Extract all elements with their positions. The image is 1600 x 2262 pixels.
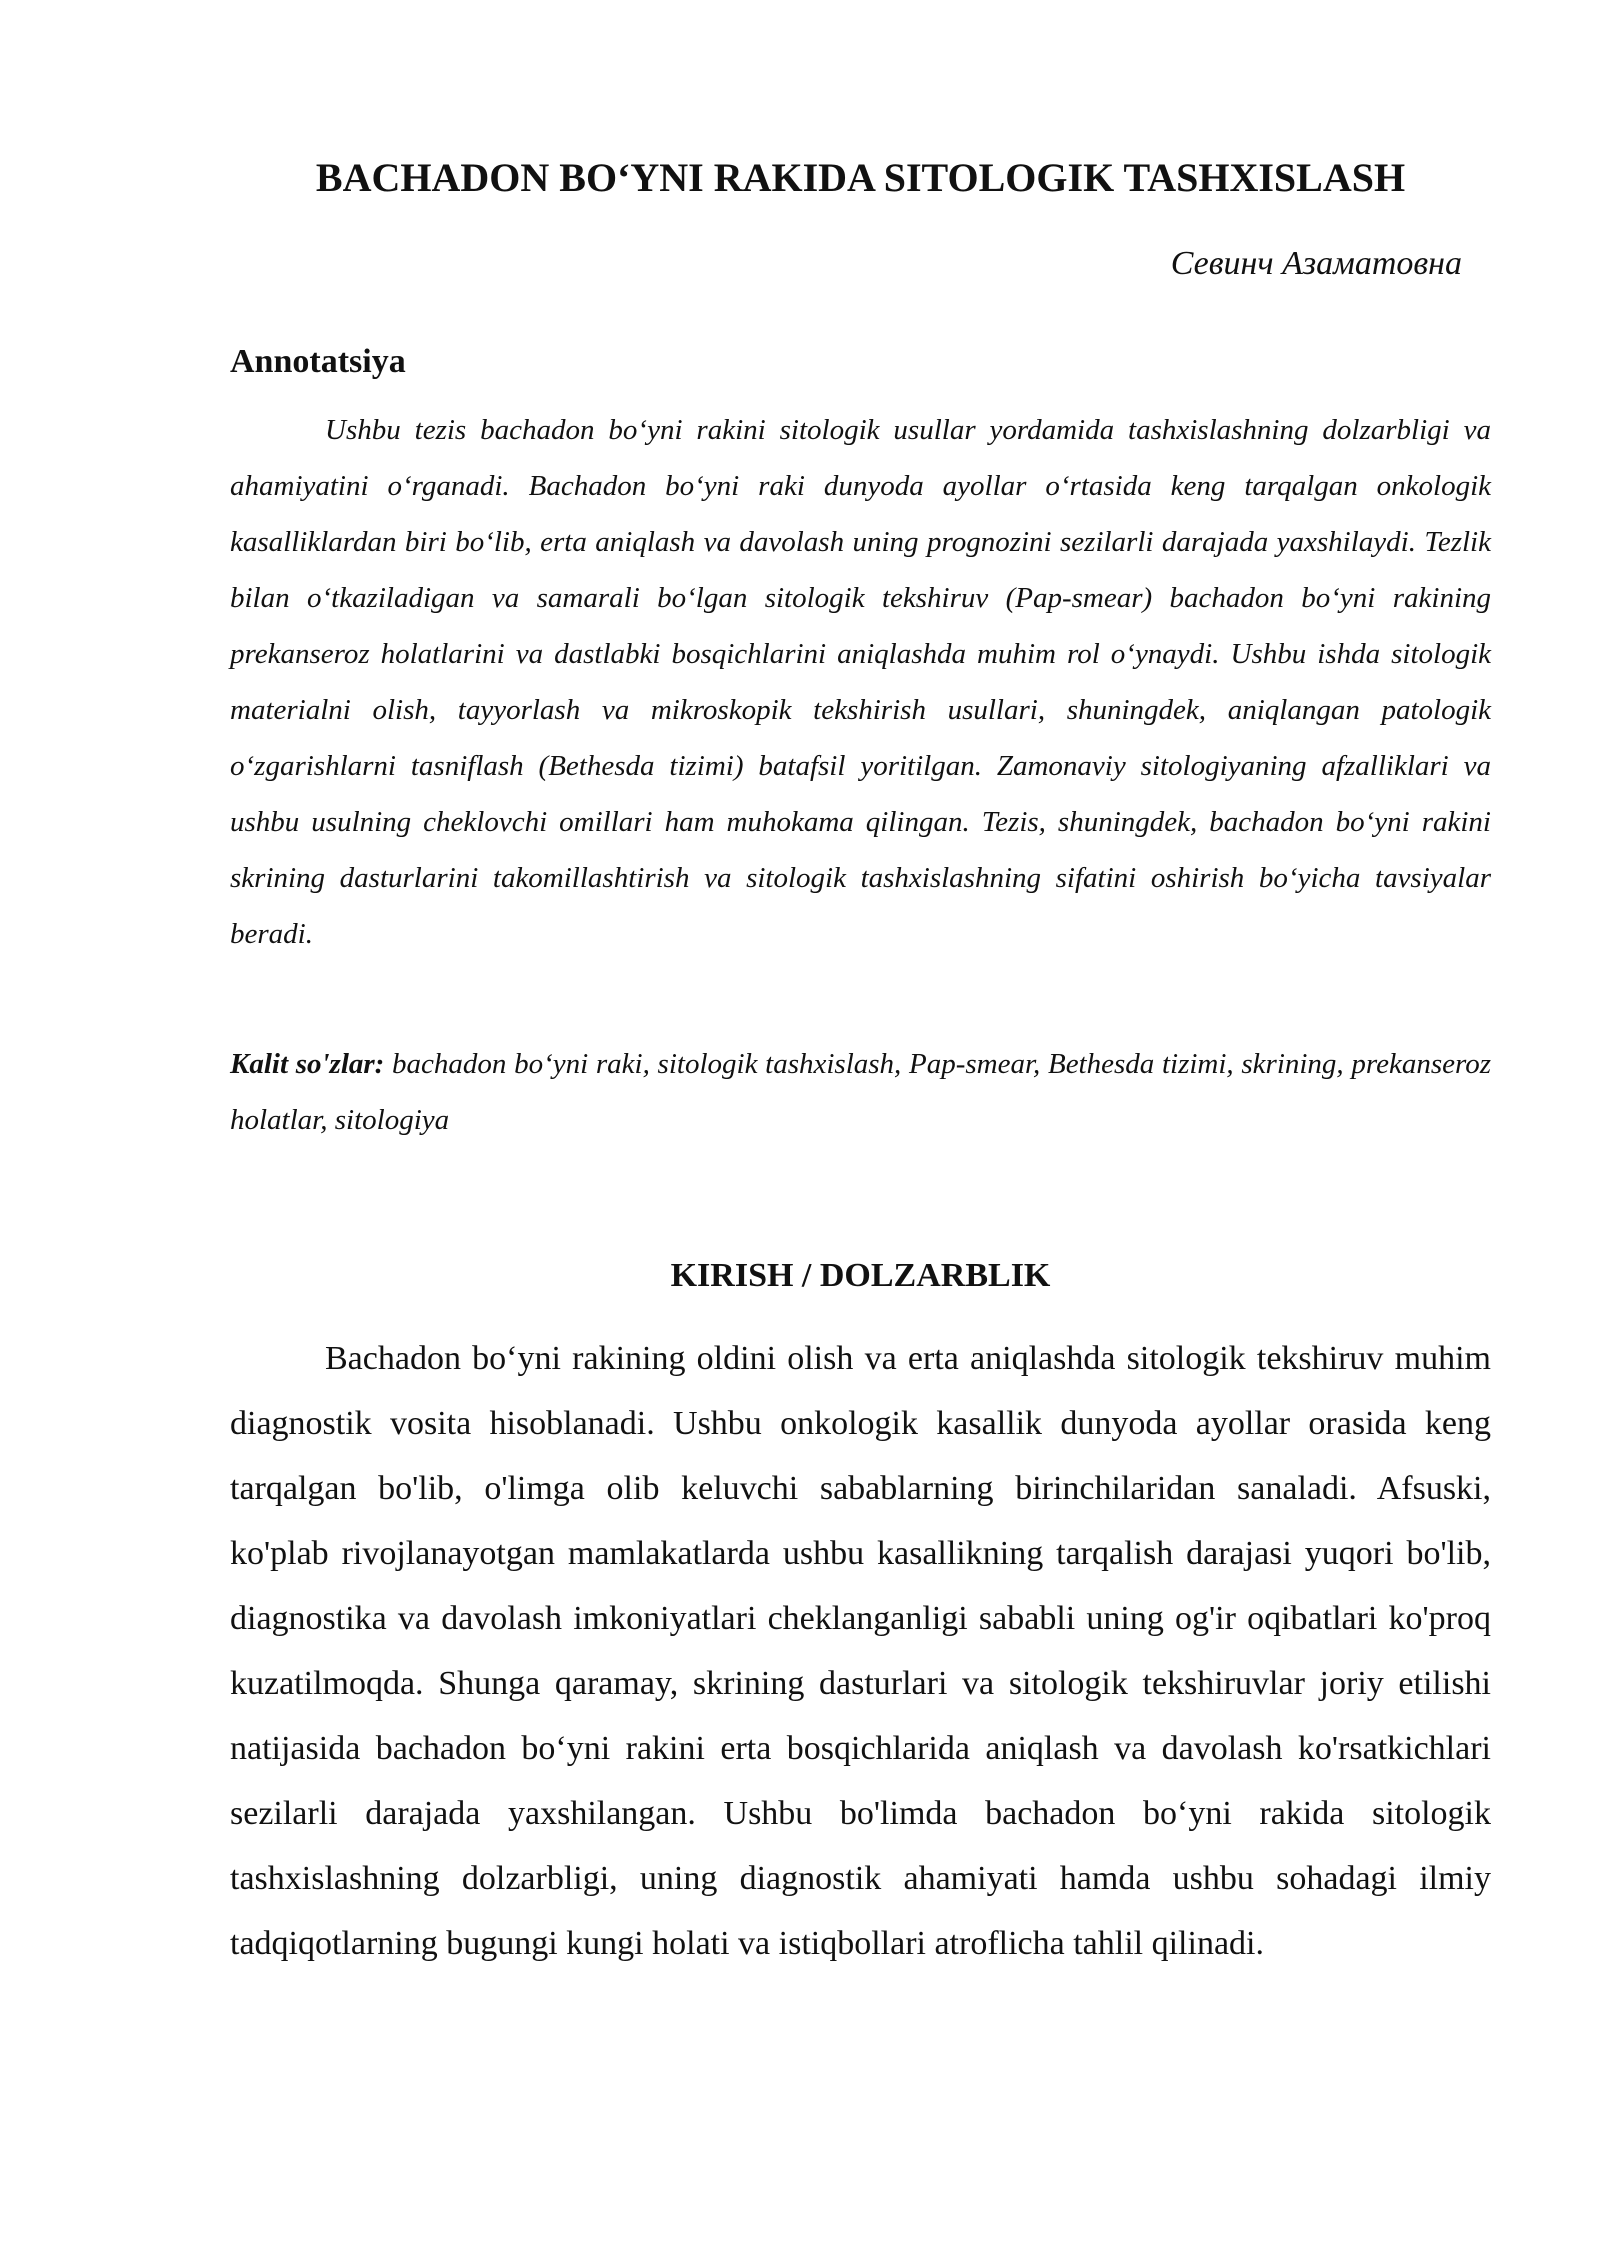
annotation-heading: Annotatsiya (230, 343, 406, 380)
introduction-text: Bachadon bo‘yni rakining oldini olish va erta aniqlashda sitologik tekshiruv muhim diagnostik vosita hisoblanadi. Ushbu onkologik kasallik dunyoda ayollar orasida keng tarqalgan bo'lib, o'limga olib keluvchi sabablarning birinchilaridan sanaladi. Afsuski, ko'plab rivojlanayotgan mamlakatlarda ushbu kasallikning tarqalish darajasi yuqori bo'lib, diagnostika va davolash imkoniyatlari cheklanganligi sababli uning og'ir oqibatlari ko'proq kuzatilmoqda. Shunga qaramay, skrining dasturlari va sitologik tekshiruvlar joriy etilishi natijasida bachadon bo‘yni rakini erta bosqichlarida aniqlash va davolash ko'rsatkichlari sezilarli darajada yaxshilangan. Ushbu bo'limda bachadon bo‘yni rakida sitologik tashxislashning dolzarbligi, uning diagnostik ahamiyati hamda ushbu sohadagi ilmiy tadqiqotlarning bugungi kungi holati va istiqbollari atroflicha tahlil qilinadi. (230, 1340, 1491, 1962)
introduction-heading: KIRISH / DOLZARBLIK (670, 1257, 1051, 1294)
author-name: Севинч Азаматовна (1170, 245, 1462, 282)
document-title: BACHADON BO‘YNI RAKIDA SITOLOGIK TASHXISLASH (315, 155, 1406, 200)
keywords-text: bachadon bo‘yni raki, sitologik tashxislash, Pap-smear, Bethesda tizimi, skrining, prekanseroz holatlar, sitologiya (230, 1048, 1491, 1136)
annotation-text: Ushbu tezis bachadon bo‘yni rakini sitologik usullar yordamida tashxislashning dolzarbligi va ahamiyatini o‘rganadi. Bachadon bo‘yni raki dunyoda ayollar o‘rtasida keng tarqalgan onkologik kasalliklardan biri bo‘lib, erta aniqlash va davolash uning prognozini sezilarli darajada yaxshilaydi. Tezlik bilan o‘tkaziladigan va samarali bo‘lgan sitologik tekshiruv (Pap-smear) bachadon bo‘yni rakining prekanseroz holatlarini va dastlabki bosqichlarini aniqlashda muhim rol o‘ynaydi. Ushbu ishda sitologik materialni olish, tayyorlash va mikroskopik tekshirish usullari, shuningdek, aniqlangan patologik o‘zgarishlarni tasniflash (Bethesda tizimi) batafsil yoritilgan. Zamonaviy sitologiyaning afzalliklari va ushbu usulning cheklovchi omillari ham muhokama qilingan. Tezis, shuningdek, bachadon bo‘yni rakini skrining dasturlarini takomillashtirish va sitologik tashxislashning sifatini oshirish bo‘yicha tavsiyalar beradi. (230, 414, 1491, 950)
keywords-paragraph (230, 1036, 1491, 1148)
keywords-label: Kalit so'zlar: (230, 1048, 385, 1080)
